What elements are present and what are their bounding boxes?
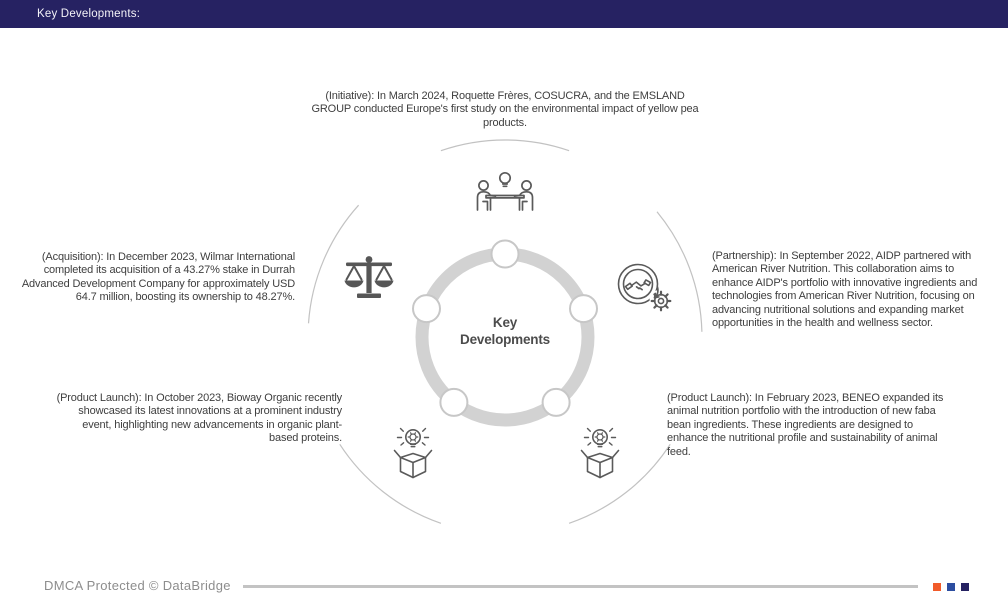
node-lower-right — [543, 389, 570, 416]
partnership-text: (Partnership): In September 2022, AIDP partnered with American River Nutrition. This collaboration aims to enhance AIDP's portfolio with innovative ingredients and technologies from American River Nutrition, focusing on advancing nutritional solutions and expanding market opportunities in the health and wellness sector. — [712, 250, 978, 330]
node-top — [492, 241, 519, 268]
meeting-table-lightbulb-icon — [478, 173, 533, 210]
arc-bottom-right — [569, 444, 670, 523]
arc-top — [441, 140, 569, 151]
product-launch-right-text: (Product Launch): In February 2023, BENEO expanded its animal nutrition portfolio with the introduction of new faba bean ingredients. These ingredients are designed to enhance the nutritional profile and sustainability of animal feed. — [667, 392, 944, 458]
diagram-center-label: Key Developments — [460, 315, 550, 347]
brand-squares — [933, 583, 969, 591]
balance-scales-icon — [345, 256, 394, 298]
page-title: Key Developments: — [37, 8, 141, 20]
node-lower-left — [440, 389, 467, 416]
brand-square-orange — [933, 583, 941, 591]
brand-square-navy — [961, 583, 969, 591]
product-launch-left-text: (Product Launch): In October 2023, Bioway Organic recently showcased its latest innovations at a prominent industry event, highlighting new advancements in organic plant-based proteins. — [56, 392, 342, 445]
node-upper-left — [413, 295, 440, 322]
footer-divider-line — [243, 585, 918, 588]
arc-right — [657, 212, 702, 332]
node-upper-right — [570, 295, 597, 322]
brand-square-blue — [947, 583, 955, 591]
initiative-text: (Initiative): In March 2024, Roquette Frères, COSUCRA, and the EMSLAND GROUP conducted Europe's first study on the environmental impact of yellow pea products. — [311, 90, 699, 129]
dmca-protected-label: DMCA Protected © DataBridge — [44, 578, 231, 593]
acquisition-text: (Acquisition): In December 2023, Wilmar International completed its acquisition of a 43.27% stake in Durrah Advanced Development Company for approximately USD 64.7 million, boosting its ownership to 48.27%. — [21, 251, 295, 304]
open-box-lightbulb-icon — [395, 429, 432, 478]
open-box-lightbulb-icon — [582, 429, 619, 478]
handshake-cycle-gear-icon — [619, 265, 673, 313]
